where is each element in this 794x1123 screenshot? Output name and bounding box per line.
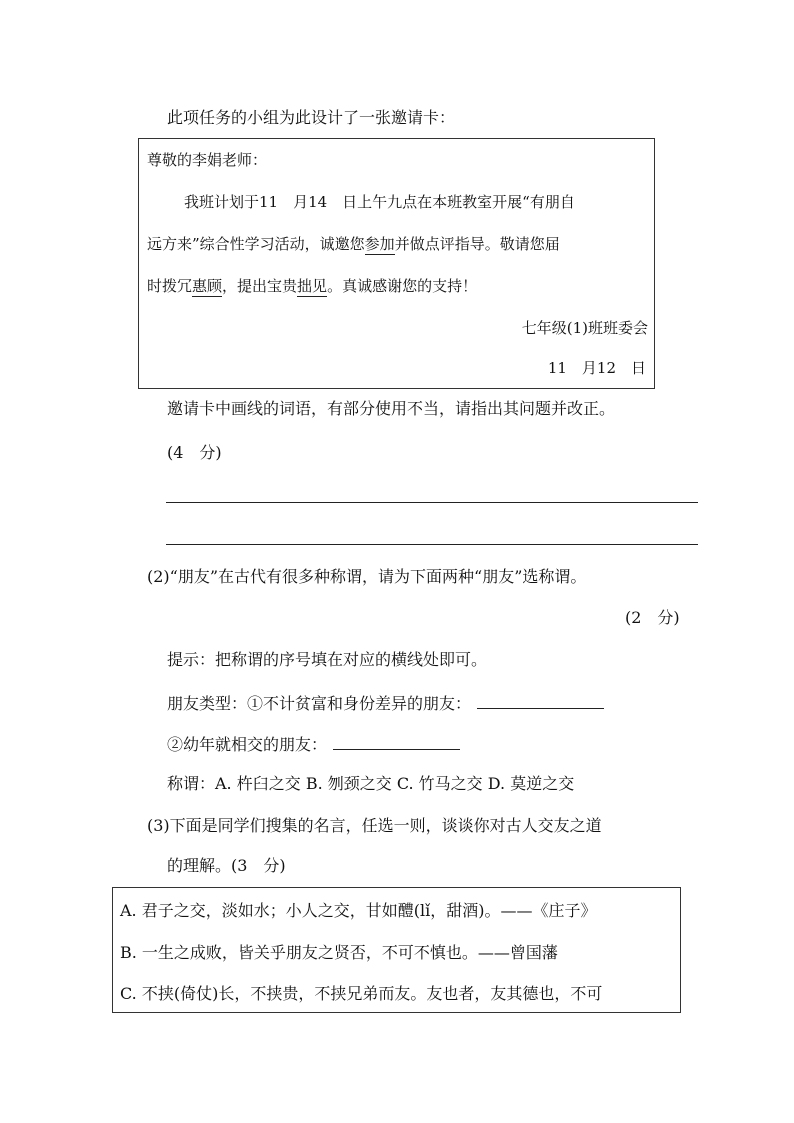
q3-prompt-line-1: (3)下面是同学们搜集的名言，任选一则，谈谈你对古人交友之道 (147, 816, 602, 835)
answer-line-2[interactable] (166, 544, 698, 545)
invitation-signature: 七年级(1)班班委会 (521, 319, 648, 337)
underlined-word-huigu: 惠顾 (192, 277, 223, 295)
q1-points: (4 分) (167, 443, 222, 462)
quote-a: A. 君子之交，淡如水；小人之交，甘如醴(lǐ，甜酒)。——《庄子》 (120, 901, 597, 920)
q2-options: 称谓：A. 杵臼之交 B. 刎颈之交 C. 竹马之交 D. 莫逆之交 (167, 774, 575, 793)
intro-text: 此项任务的小组为此设计了一张邀请卡： (167, 108, 456, 127)
invitation-salutation: 尊敬的李娟老师： (147, 151, 268, 169)
invitation-card (138, 138, 655, 389)
quotes-box (112, 887, 681, 1013)
invitation-line-3: 时拨冗惠顾，提出宝贵拙见。真诚感谢您的支持！ (147, 277, 478, 295)
quote-c: C. 不挟(倚仗)长，不挟贵，不挟兄弟而友。友也者，友其德也，不可 (120, 984, 603, 1003)
q2-prompt: (2)“朋友”在古代有很多种称谓，请为下面两种“朋友”选称谓。 (147, 567, 587, 586)
q2-type-2: ②幼年就相交的朋友： (167, 735, 460, 753)
q2-points: (2 分) (625, 608, 680, 627)
q3-prompt-line-2: 的理解。(3 分) (167, 856, 286, 875)
invitation-date: 11 月12 日 (547, 359, 646, 377)
answer-blank-2[interactable] (333, 735, 460, 750)
answer-blank-1[interactable] (477, 694, 604, 709)
invitation-line-2: 远方来”综合性学习活动，诚邀您参加并做点评指导。敬请您届 (147, 235, 560, 253)
invitation-line-1: 我班计划于11 月14 日上午九点在本班教室开展“有朋自 (184, 193, 575, 211)
underlined-word-canjia: 参加 (364, 235, 395, 253)
q1-prompt: 邀请卡中画线的词语，有部分使用不当，请指出其问题并改正。 (167, 399, 616, 418)
answer-line-1[interactable] (166, 502, 698, 503)
q2-type-1: 朋友类型：①不计贫富和身份差异的朋友： (167, 694, 604, 712)
quote-b: B. 一生之成败，皆关乎朋友之贤否，不可不慎也。——曾国藩 (120, 943, 558, 962)
q2-hint: 提示：把称谓的序号填在对应的横线处即可。 (167, 650, 488, 669)
underlined-word-zhuojian: 拙见 (297, 277, 328, 295)
